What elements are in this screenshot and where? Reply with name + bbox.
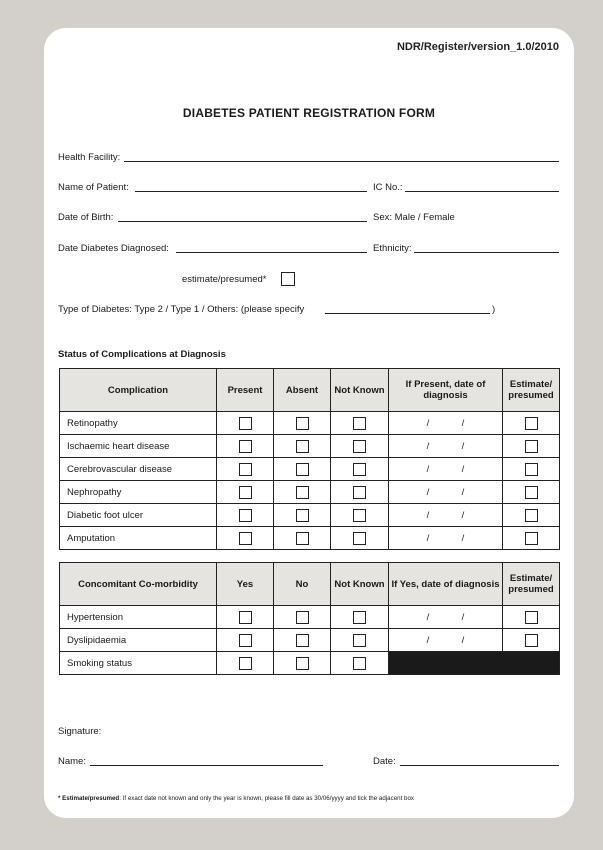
checkbox-cell	[274, 606, 331, 629]
checkbox[interactable]	[353, 509, 366, 522]
date-separator: /	[461, 509, 465, 521]
checkbox-cell	[217, 458, 274, 481]
estimate-checkbox[interactable]	[525, 532, 538, 545]
checkbox-cell	[217, 629, 274, 652]
checkbox-cell	[274, 629, 331, 652]
checkbox-cell	[217, 481, 274, 504]
comp-header-2: Absent	[274, 369, 331, 412]
comorbidity-header-row	[60, 563, 560, 606]
estimate-checkbox[interactable]	[525, 509, 538, 522]
estimate-presumed-label: estimate/presumed*	[182, 274, 267, 285]
complications-header-row	[60, 369, 560, 412]
checkbox-cell	[217, 527, 274, 550]
checkbox[interactable]	[239, 611, 252, 624]
comb-header-1: Yes	[217, 563, 274, 606]
date-separator: /	[461, 611, 465, 623]
comp-header-0: Complication	[60, 369, 217, 412]
date-diagnosed-label: Date Diabetes Diagnosed:	[58, 243, 169, 254]
date-separator: /	[426, 532, 430, 544]
ic-no-label: IC No.:	[373, 182, 403, 193]
checkbox[interactable]	[239, 440, 252, 453]
checkbox-cell	[274, 481, 331, 504]
health-facility-field[interactable]	[124, 161, 559, 162]
checkbox-cell	[274, 412, 331, 435]
checkbox-cell	[274, 435, 331, 458]
date-separator: /	[426, 634, 430, 646]
name-label: Name:	[58, 756, 86, 767]
checkbox-cell	[217, 652, 274, 675]
table-row	[60, 652, 560, 675]
comb-header-3: Not Known	[331, 563, 389, 606]
date-separator: /	[426, 611, 430, 623]
table-row	[60, 629, 560, 652]
estimate-presumed-checkbox[interactable]	[281, 272, 295, 286]
table-row	[60, 527, 560, 550]
checkbox[interactable]	[353, 657, 366, 670]
health-facility-label: Health Facility:	[58, 152, 121, 163]
sex-label[interactable]: Sex: Male / Female	[373, 212, 455, 223]
estimate-cell	[503, 435, 560, 458]
checkbox[interactable]	[296, 463, 309, 476]
estimate-cell	[503, 458, 560, 481]
checkbox-cell	[274, 527, 331, 550]
checkbox-cell	[217, 504, 274, 527]
row-label: Amputation	[60, 527, 217, 550]
date-separator: /	[461, 486, 465, 498]
row-label: Hypertension	[60, 606, 217, 629]
checkbox[interactable]	[353, 440, 366, 453]
table-row	[60, 606, 560, 629]
checkbox[interactable]	[353, 634, 366, 647]
date-separator: /	[426, 486, 430, 498]
checkbox-cell	[331, 504, 389, 527]
date-label: Date:	[373, 756, 396, 767]
complications-section-title: Status of Complications at Diagnosis	[58, 349, 226, 360]
checkbox-cell	[331, 435, 389, 458]
checkbox-cell	[274, 458, 331, 481]
date-diagnosed-field[interactable]	[176, 252, 367, 253]
date-separator: /	[461, 440, 465, 452]
date-cell[interactable]	[389, 481, 503, 504]
comp-header-1: Present	[217, 369, 274, 412]
estimate-cell	[503, 629, 560, 652]
date-cell[interactable]	[389, 458, 503, 481]
checkbox[interactable]	[239, 532, 252, 545]
estimate-cell	[503, 527, 560, 550]
checkbox[interactable]	[239, 463, 252, 476]
checkbox[interactable]	[296, 509, 309, 522]
dob-field[interactable]	[118, 221, 367, 222]
checkbox[interactable]	[239, 509, 252, 522]
table-row	[60, 435, 560, 458]
row-label: Cerebrovascular disease	[60, 458, 217, 481]
name-field[interactable]	[90, 765, 323, 766]
checkbox-cell	[217, 606, 274, 629]
date-cell[interactable]	[389, 435, 503, 458]
date-separator: /	[426, 440, 430, 452]
estimate-checkbox[interactable]	[525, 634, 538, 647]
checkbox[interactable]	[296, 486, 309, 499]
estimate-checkbox[interactable]	[525, 611, 538, 624]
checkbox-cell	[331, 606, 389, 629]
patient-name-label: Name of Patient:	[58, 182, 129, 193]
comb-header-4: If Yes, date of diagnosis	[389, 563, 503, 606]
dob-label: Date of Birth:	[58, 212, 114, 223]
table-row	[60, 458, 560, 481]
date-separator: /	[426, 509, 430, 521]
checkbox[interactable]	[296, 532, 309, 545]
date-cell[interactable]	[389, 412, 503, 435]
table-row	[60, 504, 560, 527]
date-separator: /	[461, 463, 465, 475]
table-row	[60, 481, 560, 504]
ethnicity-label: Ethnicity:	[373, 243, 412, 254]
diabetes-type-field[interactable]	[325, 313, 490, 314]
diabetes-type-close: )	[492, 304, 496, 315]
comb-header-0: Concomitant Co-morbidity	[60, 563, 217, 606]
blocked-cell	[389, 652, 560, 675]
footnote	[58, 795, 414, 802]
checkbox-cell	[331, 412, 389, 435]
checkbox[interactable]	[239, 634, 252, 647]
checkbox[interactable]	[296, 634, 309, 647]
row-label: Nephropathy	[60, 481, 217, 504]
checkbox[interactable]	[296, 440, 309, 453]
checkbox[interactable]	[353, 463, 366, 476]
form-title: DIABETES PATIENT REGISTRATION FORM	[182, 106, 436, 120]
estimate-checkbox[interactable]	[525, 440, 538, 453]
date-cell[interactable]	[389, 527, 503, 550]
complications-table	[59, 368, 560, 550]
estimate-cell	[503, 504, 560, 527]
date-separator: /	[461, 532, 465, 544]
checkbox[interactable]	[353, 417, 366, 430]
date-field[interactable]	[400, 765, 559, 766]
signature-label: Signature:	[58, 726, 102, 737]
checkbox[interactable]	[353, 611, 366, 624]
ethnicity-field[interactable]	[414, 252, 559, 253]
checkbox[interactable]	[353, 486, 366, 499]
comb-header-2: No	[274, 563, 331, 606]
row-label: Diabetic foot ulcer	[60, 504, 217, 527]
footnote-bold: * Estimate/presumed	[58, 795, 120, 802]
estimate-checkbox[interactable]	[525, 463, 538, 476]
checkbox-cell	[217, 435, 274, 458]
checkbox[interactable]	[239, 657, 252, 670]
checkbox-cell	[331, 527, 389, 550]
form-version: NDR/Register/version_1.0/2010	[396, 41, 559, 53]
table-row	[60, 412, 560, 435]
date-separator: /	[461, 634, 465, 646]
checkbox-cell	[274, 504, 331, 527]
row-label: Ischaemic heart disease	[60, 435, 217, 458]
diabetes-type-label: Type of Diabetes: Type 2 / Type 1 / Others: (please specify	[58, 304, 305, 315]
checkbox-cell	[274, 652, 331, 675]
estimate-cell	[503, 606, 560, 629]
checkbox[interactable]	[353, 532, 366, 545]
checkbox[interactable]	[239, 417, 252, 430]
comp-header-5: Estimate/ presumed	[503, 369, 560, 412]
date-separator: /	[426, 463, 430, 475]
estimate-checkbox[interactable]	[525, 486, 538, 499]
estimate-checkbox[interactable]	[525, 417, 538, 430]
row-label: Retinopathy	[60, 412, 217, 435]
date-cell[interactable]	[389, 629, 503, 652]
footnote-text: : If exact date not known and only the year is known, please fill date as 30/06/yyyy and tick the adjacent box	[119, 795, 414, 802]
date-cell[interactable]	[389, 606, 503, 629]
checkbox[interactable]	[239, 486, 252, 499]
checkbox[interactable]	[296, 611, 309, 624]
checkbox[interactable]	[296, 417, 309, 430]
estimate-cell	[503, 412, 560, 435]
checkbox-cell	[331, 652, 389, 675]
patient-name-field[interactable]	[135, 191, 367, 192]
comorbidity-table	[59, 562, 560, 675]
checkbox-cell	[331, 458, 389, 481]
comp-header-4: If Present, date of diagnosis	[389, 369, 503, 412]
row-label: Dyslipidaemia	[60, 629, 217, 652]
checkbox-cell	[217, 412, 274, 435]
date-separator: /	[426, 417, 430, 429]
ic-no-field[interactable]	[405, 191, 559, 192]
checkbox[interactable]	[296, 657, 309, 670]
estimate-cell	[503, 481, 560, 504]
date-separator: /	[461, 417, 465, 429]
checkbox-cell	[331, 629, 389, 652]
checkbox-cell	[331, 481, 389, 504]
comp-header-3: Not Known	[331, 369, 389, 412]
row-label: Smoking status	[60, 652, 217, 675]
date-cell[interactable]	[389, 504, 503, 527]
comb-header-5: Estimate/ presumed	[503, 563, 560, 606]
registration-form-page	[44, 28, 574, 818]
